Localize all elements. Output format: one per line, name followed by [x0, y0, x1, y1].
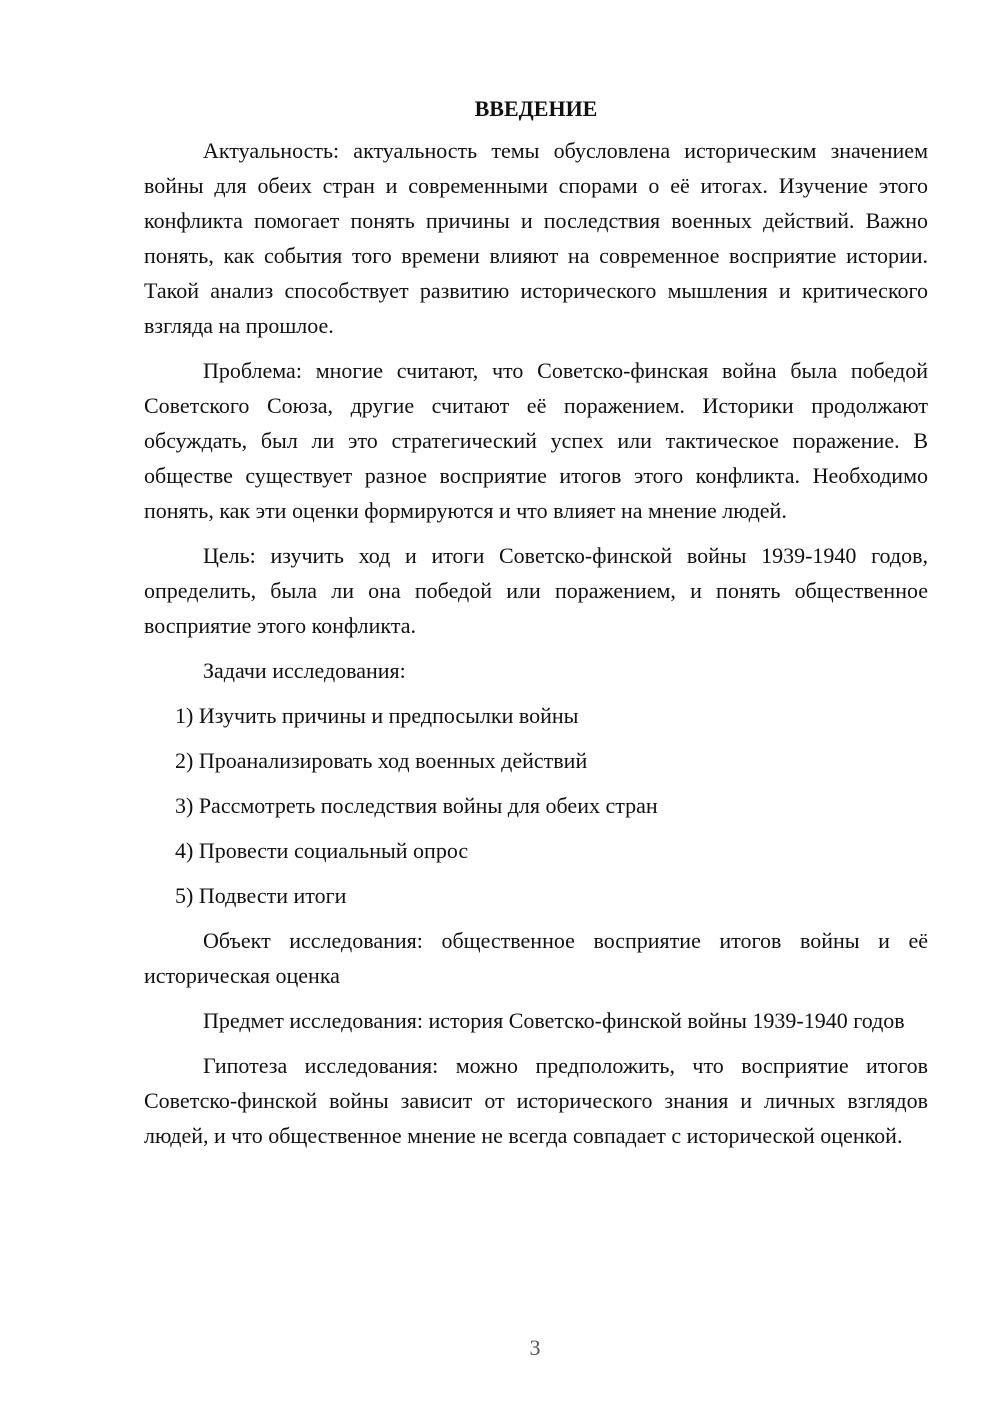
problem-paragraph: Проблема: многие считают, что Советско-финская война была победой Советского Союза, другие считают её поражением. Историки продолжают обсуждать, был ли это стратегический успех или тактическое поражение. В обществе существует разное восприятие итогов этого конфликта. Необходимо понять, как эти оценки формируются и что влияет на мнение людей.: [144, 358, 928, 523]
page-number: 3: [529, 1335, 541, 1360]
subject-paragraph: Предмет исследования: история Советско-финской войны 1939-1940 годов: [203, 1008, 905, 1033]
relevance-paragraph: Актуальность: актуальность темы обусловлена историческим значением войны для обеих стран и современными спорами о её итогах. Изучение этого конфликта помогает понять причины и последствия военных действий. Важно понять, как события того времени влияют на современное восприятие истории. Такой анализ способствует развитию исторического мышления и критического взгляда на прошлое.: [144, 138, 928, 338]
document-page: [144, 94, 928, 1163]
task-item-5: 5) Подвести итоги: [175, 883, 347, 908]
object-paragraph: Объект исследования: общественное восприятие итогов войны и её историческая оценка: [144, 928, 928, 988]
tasks-list: [144, 698, 928, 913]
task-item-4: 4) Провести социальный опрос: [175, 838, 469, 863]
tasks-title: Задачи исследования:: [203, 658, 406, 683]
task-item-1: 1) Изучить причины и предпосылки войны: [175, 703, 579, 728]
task-item-3: 3) Рассмотреть последствия войны для обеих стран: [175, 793, 658, 818]
goal-paragraph: Цель: изучить ход и итоги Советско-финской войны 1939-1940 годов, определить, была ли она победой или поражением, и понять общественное восприятие этого конфликта.: [144, 543, 928, 638]
hypothesis-paragraph: Гипотеза исследования: можно предположить, что восприятие итогов Советско-финской войны зависит от исторического знания и личных взглядов людей, и что общественное мнение не всегда совпадает с исторической оценкой.: [144, 1053, 928, 1148]
page-title: ВВЕДЕНИЕ: [474, 96, 598, 121]
task-item-2: 2) Проанализировать ход военных действий: [175, 748, 588, 773]
